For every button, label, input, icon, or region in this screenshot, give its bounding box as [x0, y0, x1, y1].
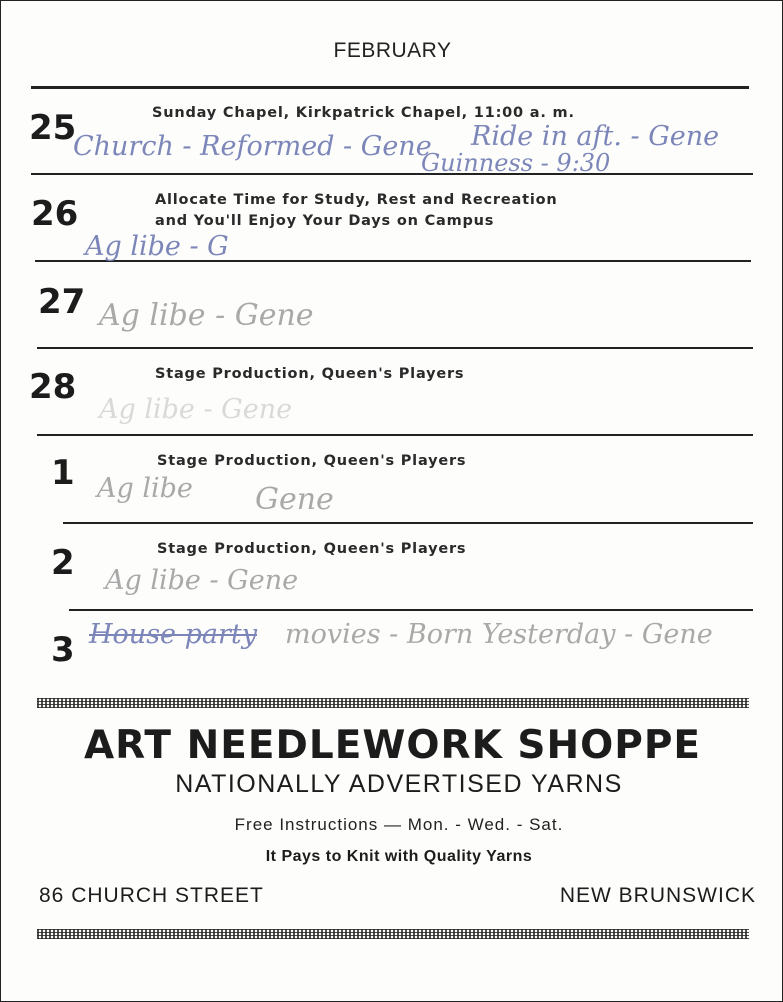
handwritten-note: Ag libe: [97, 473, 193, 504]
ad-instructions: Free Instructions — Mon. - Wed. - Sat.: [234, 815, 564, 834]
ad-top-border: [37, 698, 749, 708]
day-event: Allocate Time for Study, Rest and Recreation: [155, 192, 558, 208]
month-heading: FEBRUARY: [333, 39, 452, 62]
day-number: 1: [51, 453, 75, 493]
handwritten-note: Guinness - 9:30: [421, 149, 611, 177]
day-event: Stage Production, Queen's Players: [155, 366, 465, 382]
ad-shop-name: ART NEEDLEWORK SHOPPE: [83, 723, 702, 768]
day-event: Stage Production, Queen's Players: [157, 541, 467, 557]
day-number: 2: [51, 543, 75, 583]
divider-rule: [69, 609, 753, 611]
divider-rule: [31, 86, 749, 89]
handwritten-note: Ag libe - Gene: [99, 394, 293, 425]
day-number: 28: [29, 367, 77, 407]
day-event: and You'll Enjoy Your Days on Campus: [155, 213, 495, 229]
day-number: 27: [38, 282, 86, 322]
day-event: Sunday Chapel, Kirkpatrick Chapel, 11:00 a. m.: [152, 105, 575, 121]
handwritten-note: Ag libe - Gene: [105, 565, 299, 596]
divider-rule: [37, 434, 753, 436]
ad-city: NEW BRUNSWICK: [559, 884, 756, 907]
handwritten-note: Church - Reformed - Gene: [73, 131, 432, 162]
day-event: Stage Production, Queen's Players: [157, 453, 467, 469]
day-number: 26: [31, 194, 79, 234]
ad-bottom-border: [37, 929, 749, 939]
handwritten-note: movies - Born Yesterday - Gene: [285, 619, 713, 650]
day-number: 3: [51, 630, 75, 670]
handwritten-note: House party: [89, 619, 257, 650]
handwritten-note: Ride in aft. - Gene: [471, 121, 720, 152]
divider-rule: [31, 173, 753, 175]
handwritten-note: Ag libe - G: [85, 231, 229, 262]
day-number: 25: [29, 108, 77, 148]
handwritten-note: Ag libe - Gene: [99, 298, 314, 333]
ad-slogan: It Pays to Knit with Quality Yarns: [265, 848, 533, 865]
ad-address: 86 CHURCH STREET: [39, 884, 264, 907]
handwritten-note: Gene: [255, 482, 334, 517]
ad-tagline: NATIONALLY ADVERTISED YARNS: [175, 770, 623, 798]
divider-rule: [63, 522, 753, 524]
divider-rule: [37, 347, 753, 349]
